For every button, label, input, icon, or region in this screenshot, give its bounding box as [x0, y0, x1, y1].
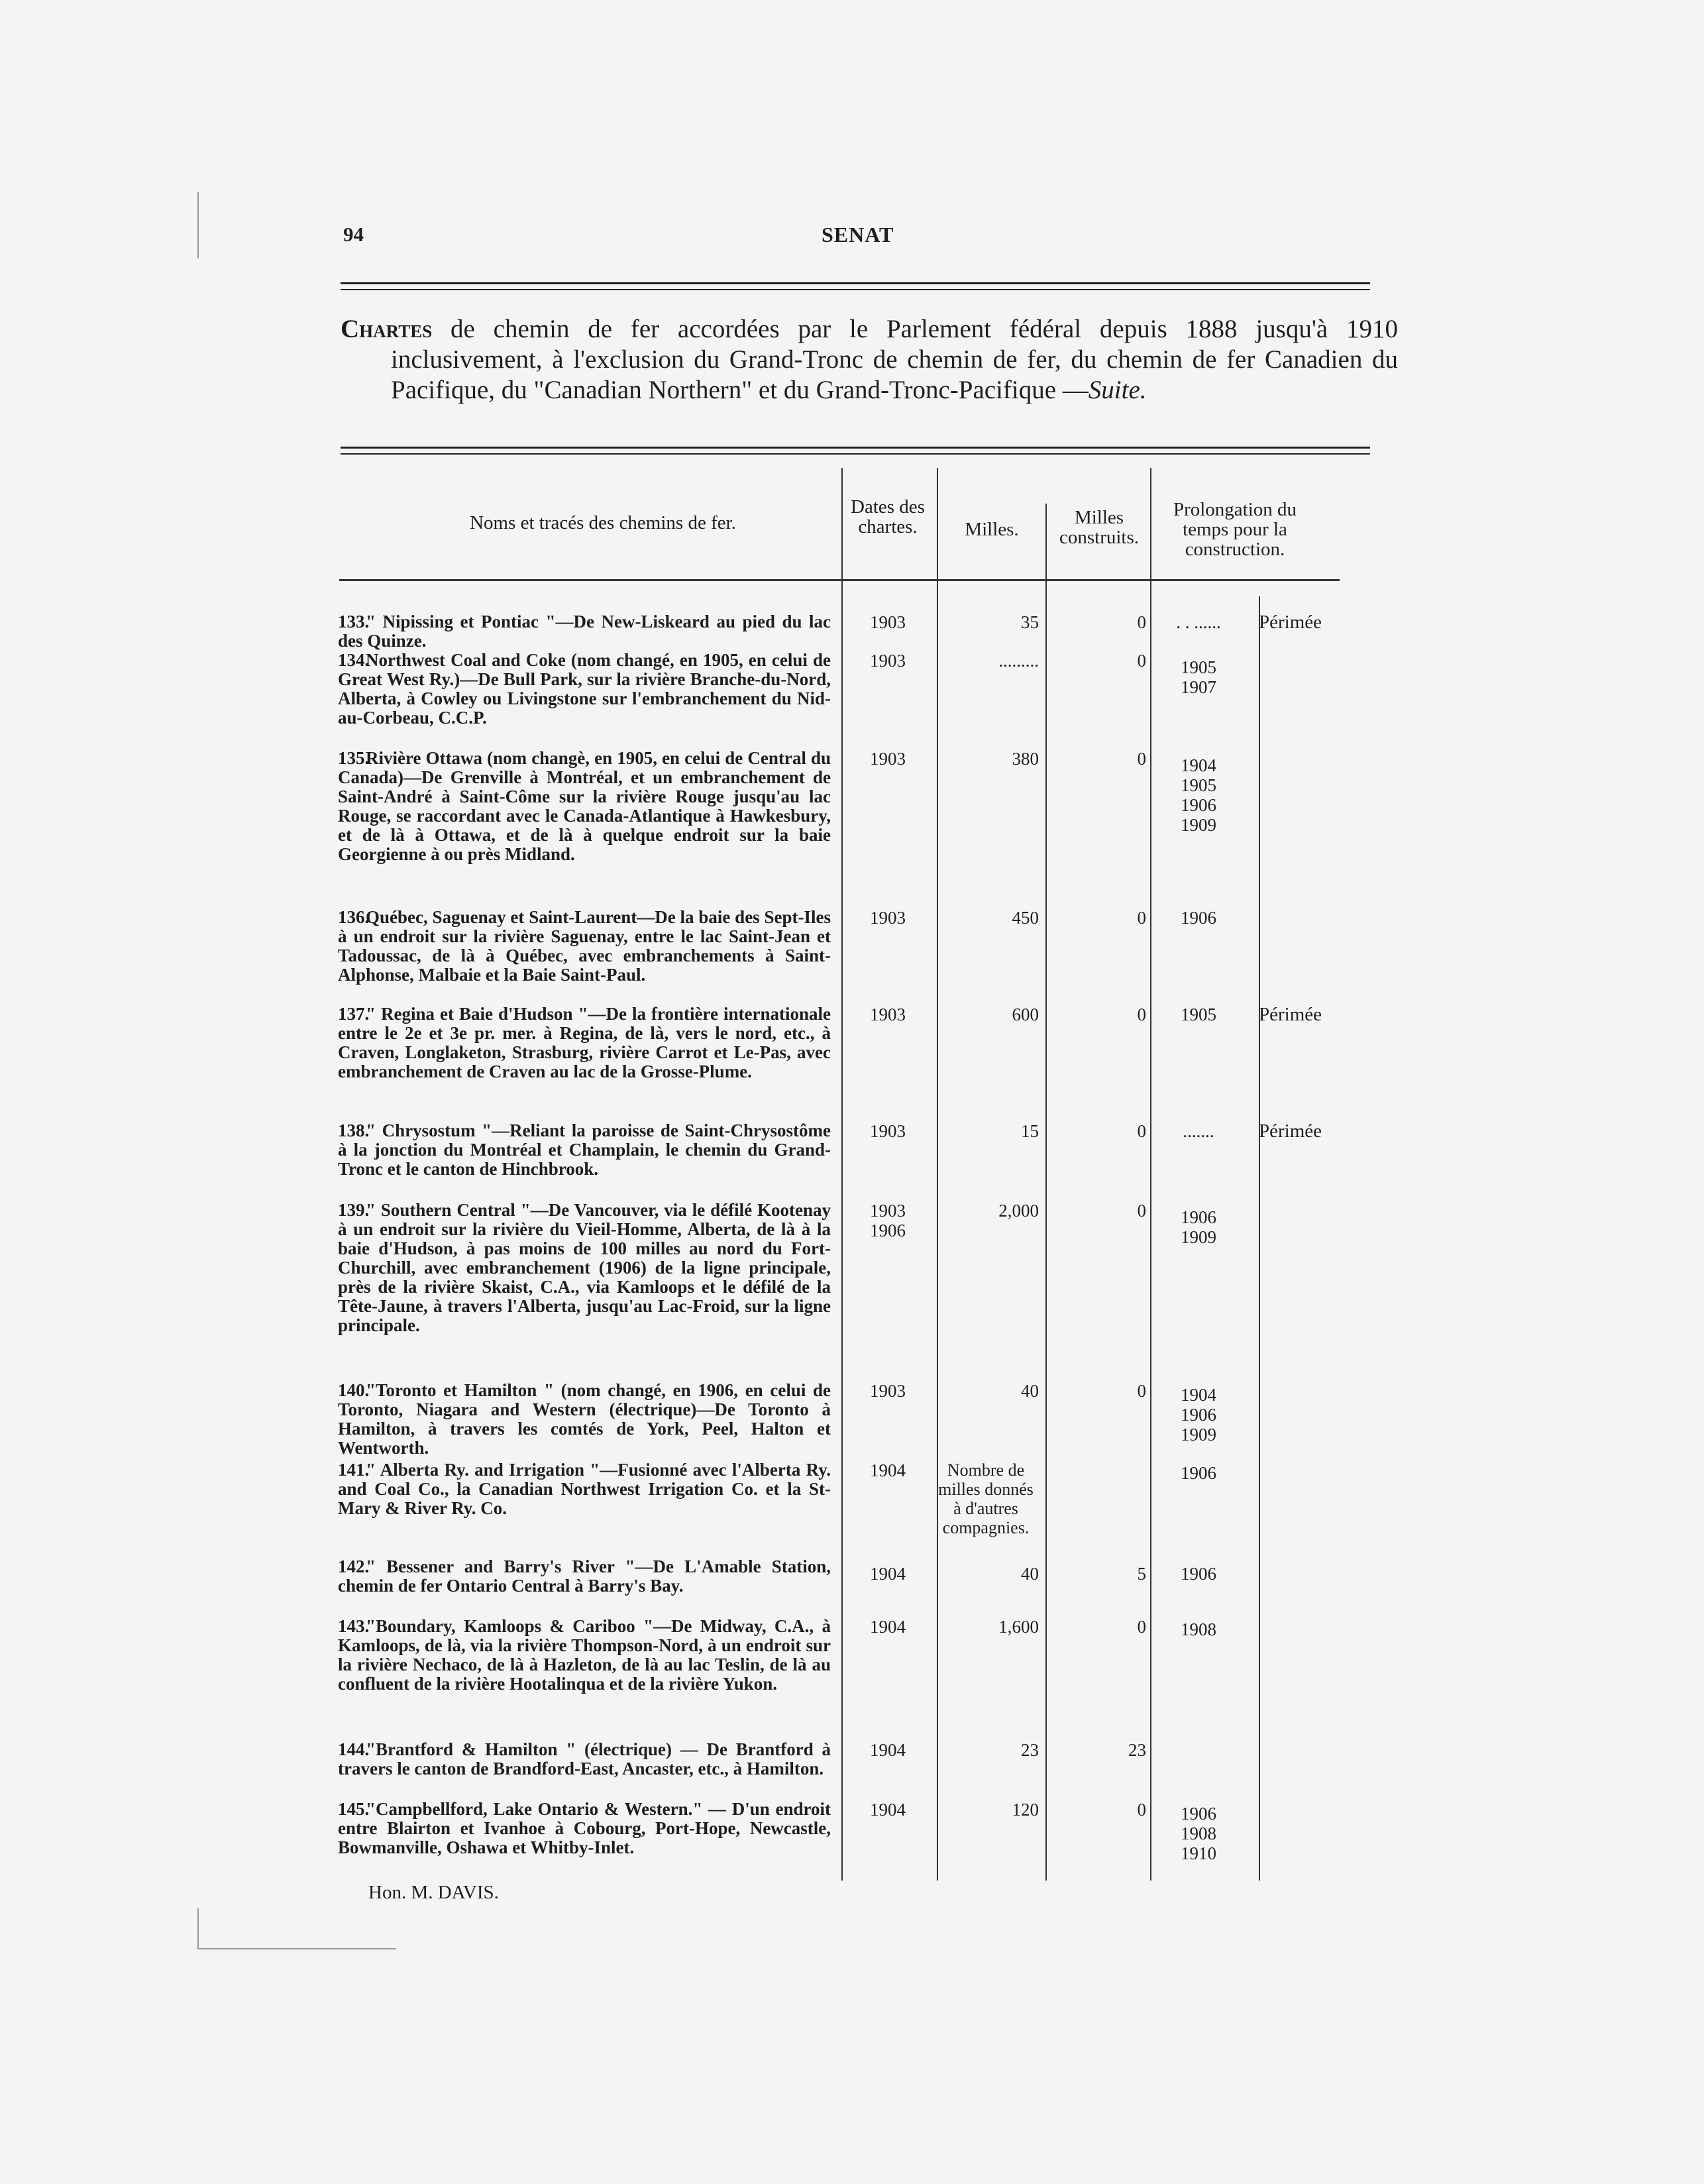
column-rule-notes — [1259, 596, 1260, 1881]
row-description: 135.Rivière Ottawa (nom changè, en 1905, en celui de Central du Canada)—De Grenville à Montréal, et un embranchement de Saint-André à Saint-Côme sur la rivière Rouge jusqu'au lac Rouge, se raccordant avec le Canada-Atlantique à Hawkesbury, et de là à Ottawa, et de là à quelque endroit sur la baie Georgienne à ou près Midland. — [338, 748, 831, 864]
column-rule-dates — [841, 468, 843, 1881]
row-note: Périmée — [1259, 1120, 1322, 1142]
column-rule-built — [1045, 504, 1047, 1881]
row-note: Périmée — [1259, 1004, 1322, 1025]
row-miles: 35 — [1021, 612, 1039, 632]
row-miles: 40 — [1021, 1381, 1039, 1401]
caption-rule-thin — [341, 453, 1370, 455]
row-date: 1903 — [870, 908, 906, 928]
row-built: 0 — [1137, 651, 1146, 671]
row-description: 138." Chrysostum "—Reliant la paroisse de Saint-Chrysostôme à la jonction du Montréal et Champlain, le chemin du Grand-Tronc et le canton de Hinchbrook. — [338, 1120, 831, 1179]
row-built: 23 — [1128, 1740, 1146, 1760]
row-prolongation: 1904 1906 1909 — [1181, 1385, 1216, 1445]
row-note: Périmée — [1259, 612, 1322, 633]
row-prolongation: 1906 — [1181, 1564, 1216, 1584]
row-prolongation: . . ...... — [1176, 612, 1221, 632]
row-built: 0 — [1137, 1121, 1146, 1141]
scan-mark — [197, 1948, 396, 1949]
row-description: 144."Brantford & Hamilton " (électrique) — De Brantford à travers le canton de Brandford-East, Ancaster, etc., à Hamilton. — [338, 1739, 831, 1778]
row-miles: 15 — [1021, 1121, 1039, 1141]
row-date: 1903 — [870, 612, 906, 632]
row-built: 0 — [1137, 612, 1146, 632]
top-rule — [341, 282, 1370, 284]
row-prolongation: 1905 1907 — [1181, 657, 1216, 697]
row-date: 1904 — [870, 1617, 906, 1637]
row-built: 0 — [1137, 908, 1146, 928]
caption-suite: Suite. — [1088, 376, 1147, 404]
row-date: 1903 — [870, 651, 906, 671]
header-dates: Dates des chartes. — [851, 496, 925, 537]
row-date: 1903 — [870, 1005, 906, 1024]
row-built: 5 — [1137, 1564, 1146, 1584]
row-prolongation: 1906 — [1181, 908, 1216, 928]
row-date: 1903 — [870, 1121, 906, 1141]
row-built: 0 — [1137, 749, 1146, 769]
row-built: 0 — [1137, 1800, 1146, 1820]
table-caption — [341, 314, 1398, 406]
caption-lead: Chartes — [341, 315, 433, 343]
row-description: 143."Boundary, Kamloops & Cariboo "—De Midway, C.A., à Kamloops, de là, via la rivière Thompson-Nord, à un endroit sur la rivière Nechaco, de là à Hazleton, de là au lac Teslin, de là au confluent de la rivière Hootalinqua et de la rivière Yukon. — [338, 1616, 831, 1694]
row-miles: 450 — [1012, 908, 1039, 928]
row-miles: 1,600 — [998, 1617, 1039, 1637]
row-miles: Nombre de milles donnés à d'autres compagnies. — [938, 1460, 1034, 1537]
row-built: 0 — [1137, 1201, 1146, 1221]
signature-line: Hon. M. DAVIS. — [368, 1882, 499, 1903]
top-rule-thin — [341, 289, 1370, 290]
row-built: 0 — [1137, 1381, 1146, 1401]
row-date: 1904 — [870, 1800, 906, 1820]
row-description: 142." Bessener and Barry's River "—De L'Amable Station, chemin de fer Ontario Central à Barry's Bay. — [338, 1556, 831, 1596]
header-built: Milles construits. — [1059, 507, 1140, 548]
row-prolongation: 1905 — [1181, 1005, 1216, 1024]
row-date: 1904 — [870, 1740, 906, 1760]
page-number: 94 — [343, 223, 364, 246]
column-rule-miles — [937, 468, 938, 1881]
row-description: 134.Northwest Coal and Coke (nom changé, en 1905, en celui de Great West Ry.)—De Bull Park, sur la rivière Branche-du-Nord, Alberta, à Cowley ou Livingstone sur l'embranchement du Nid-au-Corbeau, C.C.P. — [338, 650, 831, 728]
row-miles: 2,000 — [998, 1201, 1039, 1221]
row-description: 140."Toronto et Hamilton " (nom changé, en 1906, en celui de Toronto, Niagara and Western (électrique)—De Toronto à Hamilton, à travers les comtés de York, Peel, Halton et Wentworth. — [338, 1380, 831, 1458]
row-date: 1903 — [870, 749, 906, 769]
row-description: 133." Nipissing et Pontiac "—De New-Liskeard au pied du lac des Quinze. — [338, 612, 831, 651]
row-prolongation: 1904 1905 1906 1909 — [1181, 755, 1216, 835]
row-miles: 23 — [1021, 1740, 1039, 1760]
row-date: 1904 — [870, 1460, 906, 1480]
row-date: 1903 — [870, 1381, 906, 1401]
header-rule — [339, 579, 1340, 581]
scan-mark — [197, 192, 199, 258]
row-date: 1904 — [870, 1564, 906, 1584]
row-miles: 380 — [1012, 749, 1039, 769]
scan-mark — [197, 1908, 199, 1948]
row-prolongation: 1906 1908 1910 — [1181, 1804, 1216, 1863]
row-prolongation: ....... — [1183, 1121, 1214, 1141]
column-rule-prolongation — [1150, 468, 1151, 1881]
row-description: 137." Regina et Baie d'Hudson "—De la frontière internationale entre le 2e et 3e pr. mer. à Regina, de là, vers le nord, etc., à Craven, Longlaketon, Strasburg, rivière Carrot et Le-Pas, avec embranchement de Craven au lac de la Grosse-Plume. — [338, 1004, 831, 1081]
row-description: 145."Campbellford, Lake Ontario & Western." — D'un endroit entre Blairton et Ivanhoe à Cobourg, Port-Hope, Newcastle, Bowmanville, Oshawa et Whitby-Inlet. — [338, 1799, 831, 1857]
row-prolongation: 1908 — [1181, 1619, 1216, 1639]
row-description: 141." Alberta Ry. and Irrigation "—Fusionné avec l'Alberta Ry. and Coal Co., la Canadian Northwest Irrigation Co. et la St-Mary & River Ry. Co. — [338, 1460, 831, 1518]
caption-text: de chemin de fer accordées par le Parlement fédéral depuis 1888 jusqu'à 1910 inclusivement, à l'exclusion du Grand-Tronc de chemin de fer, du chemin de fer Canadien du Pacifique, du "Canadian Northern" et du Grand-Tronc-Pacifique — — [391, 315, 1398, 404]
row-description: 139." Southern Central "—De Vancouver, via le défilé Kootenay à un endroit sur la rivière du Vieil-Homme, Alberta, de là à la baie d'Hudson, à pas moins de 100 milles au nord du Fort-Churchill, avec embranchement (1906) de la ligne principale, près de la rivière Skaist, C.A., via Kamloops et le défilé de la Tête-Jaune, à travers l'Alberta, jusqu'au Lac-Froid, sur la ligne principale. — [338, 1200, 831, 1335]
header-miles: Milles. — [965, 519, 1019, 540]
row-built: 0 — [1137, 1617, 1146, 1637]
row-miles: 120 — [1012, 1800, 1039, 1820]
row-built: 0 — [1137, 1005, 1146, 1024]
row-miles: 600 — [1012, 1005, 1039, 1024]
row-miles: 40 — [1021, 1564, 1039, 1584]
caption-rule — [341, 447, 1370, 449]
row-prolongation: 1906 — [1181, 1463, 1216, 1483]
row-miles: ......... — [998, 651, 1039, 671]
row-description: 136.Québec, Saguenay et Saint-Laurent—De la baie des Sept-Iles à un endroit sur la rivière Saguenay, entre le lac Saint-Jean et Tadoussac, de là à Québec, avec embranchements à Saint-Alphonse, Malbaie et la Baie Saint-Paul. — [338, 907, 831, 985]
running-head: SENAT — [822, 223, 894, 246]
row-prolongation: 1906 1909 — [1181, 1207, 1216, 1247]
row-date: 1903 1906 — [870, 1201, 906, 1240]
header-names: Noms et tracés des chemins de fer. — [470, 512, 736, 533]
header-prolongation: Prolongation du temps pour la construction. — [1173, 499, 1297, 560]
